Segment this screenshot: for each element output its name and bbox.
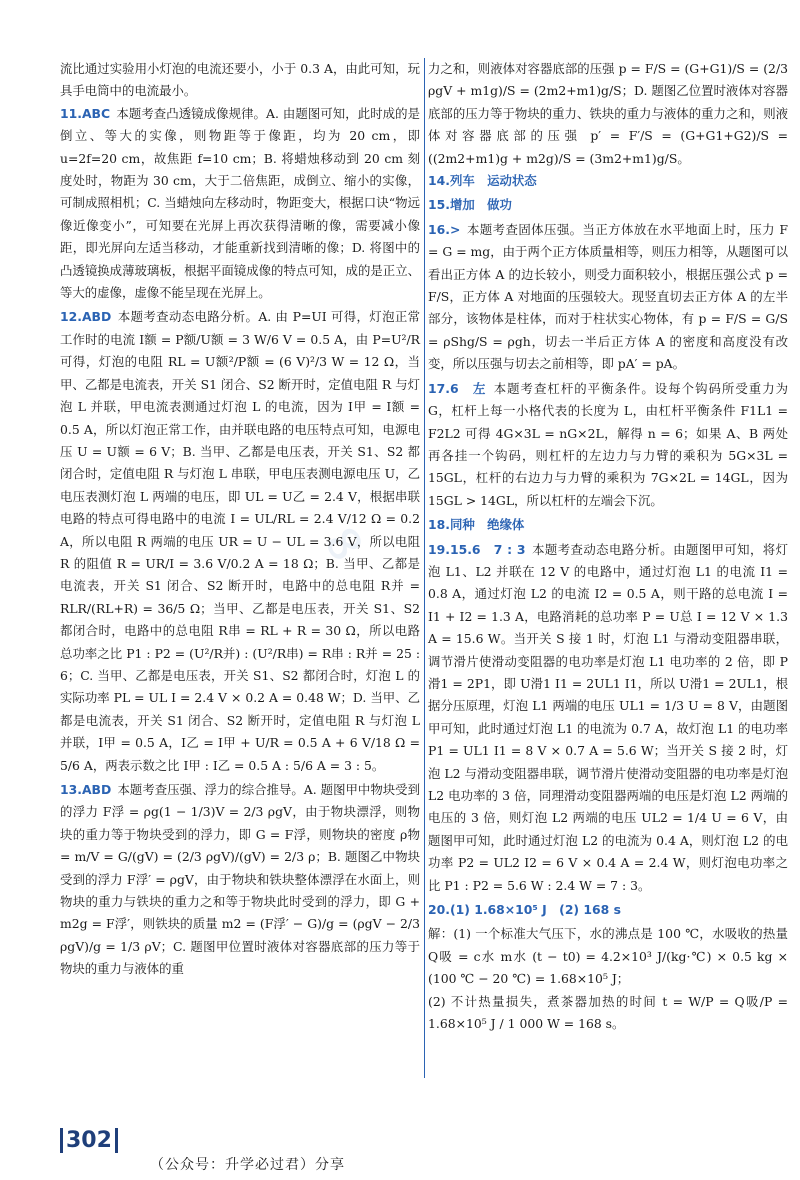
answer-key: ABC xyxy=(81,105,111,121)
right-column xyxy=(428,58,788,1035)
answer-item xyxy=(428,219,788,376)
answer-key: 15.6 7 : 3 xyxy=(449,541,526,557)
question-number: 14. xyxy=(428,173,450,189)
answer-key: 同种 绝缘体 xyxy=(449,517,525,533)
answer-item xyxy=(60,103,420,305)
paragraph: 力之和，则液体对容器底部的压强 p = F/S = (G+G1)/S = (2/3 ρgV + m1g)/S = (2m2+m1)g/S；D. 题图乙位置时液体对容器底部的压力等于物块的重力、铁块的重力与液体的重力之和，则液体对容器底部的压强 p′ = F′/S = (G+G1+G2)/S = ((2m2+m1)g + m2g)/S = (3m2+m1)g/S。 xyxy=(428,61,788,166)
explanation-text: 本题考查压强、浮力的综合推导。A. 题图甲中物块受到的浮力 F浮 = ρg(1 − 1/3)V = 2/3 ρgV，由于物块漂浮，则物块的重力等于物块受到的浮力，即 G = F浮，则物块的密度 ρ物 = m/V = G/(gV) = (2/3 ρgV)/(gV) = 2/3 ρ；B. 题图乙中物块受到的浮力 F浮′ = ρgV，由于物块和铁块整体漂浮在水面上，则物块的重力与铁块的重力之和等于物块此时受到的浮力，即 G + m2g = F浮′，则铁块的质量 m2 = (F浮′ − G)/g = (ρgV − 2/3 ρgV)/g = 1/3 ρV；C. 题图甲位置时液体对容器底部的压力等于物块的重力与液体的重 xyxy=(60,782,420,977)
paragraph: 解：(1) 一个标准大气压下，水的沸点是 100 ℃，水吸收的热量 Q吸 = c水 m水 (t − t0) = 4.2×10³ J/(kg·℃) × 0.5 kg × (100 ℃ − 20 ℃) = 1.68×10⁵ J； xyxy=(428,926,788,987)
footer-note: （公众号：升学必过君）分享 xyxy=(150,1157,345,1173)
explanation-text: 本题考查凸透镜成像规律。A. 由题图可知，此时成的是倒立、等大的实像，则物距等于像距，均为 20 cm，即 u=2f=20 cm，故焦距 f=10 cm；B. 将蜡烛移动到 20 cm 刻度处时，物距为 30 cm，大于二倍焦距，成倒立、缩小的实像，可制成照相机；C. 当蜡烛向左移动时，物距变大，根据口诀“物远像近像变小”，可知要在光屏上再次获得清晰的像，需要减小像距，即光屏向左适当移动，才能重新找到清晰的像；D. 将图中的凸透镜换成薄玻璃板，根据平面镜成像的特点可知，成的是正立、等大的虚像，虚像不能呈现在光屏上。 xyxy=(60,105,420,301)
explanation-text: 本题考查动态电路分析。A. 由 P=UI 可得，灯泡正常工作时的电流 I额 = P额/U额 = 3 W/6 V = 0.5 A，由 P=U²/R 可得，灯泡的电阻 RL = U额²/P额 = (6 V)²/3 W = 12 Ω，当甲、乙都是电流表，开关 S1 闭合、S2 断开时，定值电阻 R 与灯泡 L 并联，甲电流表测通过灯泡 L 的电流，因为 I甲 = I额 = 0.5 A，所以灯泡正常工作，由并联电路的电压特点可知，电源电压 U = U额 = 6 V；B. 当甲、乙都是电压表，开关 S1、S2 都闭合时，定值电阻 R 与灯泡 L 串联，甲电压表测电源电压 U，乙电压表测灯泡 L 两端的电压，即 UL = U乙 = 2.4 V，根据串联电路的特点可得电路中的电流 I = UL/RL = 2.4 V/12 Ω = 0.2 A，所以电阻 R 两端的电压 UR = U − UL = 3.6 V，所以电阻 R 的阻值 R = UR/I = 3.6 V/0.2 A = 18 Ω；B. 当甲、乙都是电流表，开关 S1 闭合、S2 断开时，电路中的总电阻 R并 = RLR/(RL+R) = 36/5 Ω；当甲、乙都是电压表，开关 S1、S2 都闭合时，电路中的总电阻 R串 = RL + R = 30 Ω，所以电路总功率之比 P1 : P2 = (U²/R并) : (U²/R串) = R串 : R并 = 25 : 6；C. 当甲、乙都是电压表，开关 S1、S2 都闭合时，灯泡 L 的实际功率 PL = UL I = 2.4 V × 0.2 A = 0.48 W；D. 当甲、乙都是电流表，开关 S1 闭合、S2 断开时，定值电阻 R 与灯泡 L 并联，I甲 = 0.5 A，I乙 = I甲 + U/R = 0.5 A + 6 V/18 Ω = 5/6 A，两表示数之比 I甲 : I乙 = 0.5 A : 5/6 A = 3 : 5。 xyxy=(60,309,420,773)
left-column xyxy=(60,58,420,983)
question-number: 15. xyxy=(428,197,450,213)
paragraph: 流比通过实验用小灯泡的电流还要小，小于 0.3 A，由此可知，玩具手电筒中的电流最小。 xyxy=(60,61,420,99)
answer-key: 增加 做功 xyxy=(449,197,512,213)
answer-item xyxy=(428,514,788,536)
watermark: ∞ xyxy=(308,505,379,580)
question-number: 17. xyxy=(428,380,450,396)
answer-key: ABD xyxy=(81,782,112,797)
question-number: 12. xyxy=(60,309,82,325)
explanation-text: 本题考查固体压强。当正方体放在水平地面上时，压力 F = G = mg，由于两个正方体质量相等，则压力相等，从题图可以看出正方体 A 的边长较小，则受力面积较小，根据压强公式 p = F/S，正方体 A 对地面的压强较大。现竖直切去正方体 A 的左半部分，该物体是柱体，而对于柱状实心物体，有 p = F/S = G/S = ρShg/S = ρgh，切去一半后正方体 A 的密度和高度没有改变，所以压强与切去之前相等，即 pA′ = pA。 xyxy=(428,221,788,372)
answer-item xyxy=(60,306,420,777)
question-number: 11. xyxy=(60,105,82,121)
question-number: 19. xyxy=(428,541,450,557)
question-number: 16. xyxy=(428,221,450,237)
question-number: 20. xyxy=(428,902,450,918)
answer-item xyxy=(428,378,788,512)
answer-key: > xyxy=(449,221,461,237)
answer-key: (1) 1.68×10⁵ J (2) 168 s xyxy=(449,902,621,918)
answer-item xyxy=(428,899,788,921)
column-divider xyxy=(424,58,425,1078)
question-number: 13. xyxy=(60,782,82,797)
explanation-text: 本题考查动态电路分析。由题图甲可知，将灯泡 L1、L2 并联在 12 V 的电路中，通过灯泡 L1 的电流 I1 = 0.8 A，通过灯泡 L2 的电流 I2 = 0.5 A，则干路的总电流 I = I1 + I2 = 1.3 A，电路消耗的总功率 P = U总 I = 12 V × 1.3 A = 15.6 W。当开关 S 接 1 时，灯泡 L1 与滑动变阻器串联，调节滑片使滑动变阻器的电功率是灯泡 L1 电功率的 2 倍，即 P滑1 = 2P1，即 U滑1 I1 = 2UL1 I1，所以 U滑1 = 2UL1，根据分压原理，灯泡 L1 两端的电压 UL1 = 1/3 U = 8 V，由题图甲可知，此时通过灯泡 L1 的电流为 0.7 A，故灯泡 L1 的电功率 P1 = UL1 I1 = 8 V × 0.7 A = 5.6 W；当开关 S 接 2 时，灯泡 L2 与滑动变阻器串联，调节滑片使滑动变阻器的电功率是灯泡 L2 电功率的 3 倍，同理滑动变阻器两端的电压是灯泡 L2 两端的电压的 3 倍，则灯泡 L2 两端的电压 UL2 = 1/4 U = 6 V，由题图甲可知，此时通过灯泡 L2 的电流为 0.4 A，则灯泡 L2 的电功率 P2 = UL2 I2 = 6 V × 0.4 A = 2.4 W，则灯泡电功率之比 P1 : P2 = 5.6 W : 2.4 W = 7 : 3。 xyxy=(428,541,788,893)
answer-item xyxy=(60,779,420,981)
paragraph: (2) 不计热量损失，煮茶器加热的时间 t = W/P = Q吸/P = 1.68×10⁵ J / 1 000 W = 168 s。 xyxy=(428,993,788,1032)
question-number: 18. xyxy=(428,517,450,533)
explanation-text: 本题考查杠杆的平衡条件。设每个钩码所受重力为 G，杠杆上每一小格代表的长度为 L，由杠杆平衡条件 F1L1 = F2L2 可得 4G×3L = nG×2L，解得 n = 6；如果 A、B 两处再各挂一个钩码，则杠杆的左边力与力臂的乘积为 5G×3L = 15GL，杠杆的右边力与力臂的乘积为 7G×2L = 14GL，因为 15GL > 14GL，所以杠杆的左端会下沉。 xyxy=(428,380,789,508)
page-number: 302 xyxy=(60,1128,118,1153)
answer-key: ABD xyxy=(81,309,112,325)
answer-item xyxy=(428,539,788,898)
answer-key: 列车 运动状态 xyxy=(449,173,537,189)
answer-key: 6 左 xyxy=(449,380,487,396)
answer-item xyxy=(428,194,788,216)
answer-item xyxy=(428,170,788,192)
